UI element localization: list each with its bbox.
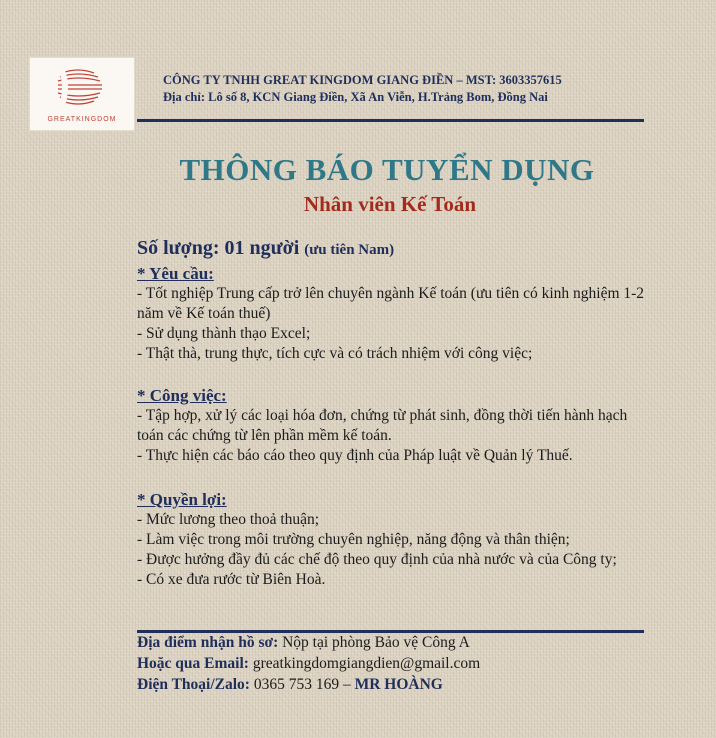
quantity-label: Số lượng: 01 người [137,237,300,259]
header-divider [137,119,644,122]
company-address: Địa chỉ: Lô số 8, KCN Giang Điền, Xã An Viễn, H.Trảng Bom, Đồng Nai [163,90,548,104]
page-title: THÔNG BÁO TUYỂN DỤNG [179,152,595,187]
location-value: Nộp tại phòng Bảo vệ Công A [278,634,470,651]
submission-location [137,632,480,653]
duty-item: - Thực hiện các báo cáo theo quy định của Pháp luật về Quản lý Thuế. [137,447,573,464]
logo-emblem-icon [54,63,110,115]
logo-text: GREATKINGDOM [47,116,117,123]
phone-label: Điện Thoại/Zalo: [137,676,250,693]
benefit-item: - Làm việc trong môi trường chuyên nghiệp, năng động và thân thiện; [137,531,570,548]
job-position: Nhân viên Kế Toán [303,192,477,216]
duties-section [137,386,645,466]
email-label: Hoặc qua Email: [137,655,249,672]
requirement-item: - Tốt nghiệp Trung cấp trở lên chuyên ngành Kế toán (ưu tiên có kinh nghiệm 1-2 năm về Kế toán thuế) [137,285,645,322]
requirements-section [137,264,645,364]
requirement-item: - Thật thà, trung thực, tích cực và có trách nhiệm với công việc; [137,345,533,362]
benefits-heading: * Quyền lợi: [137,490,227,509]
email-link[interactable]: greatkingdomgiangdien@gmail.com [248,655,481,672]
contact-info [137,632,480,695]
duty-item: - Tập hợp, xử lý các loại hóa đơn, chứng từ phát sinh, đồng thời tiến hành hạch toán các chứng từ lên phần mềm kế toán. [137,407,628,444]
phone-number[interactable]: 0365 753 169 – [249,676,355,693]
quantity [137,237,394,260]
contact-person: MR HOÀNG [354,676,443,693]
benefit-item: - Mức lương theo thoả thuận; [137,511,320,528]
quantity-note: (ưu tiên Nam) [304,242,395,258]
phone-line [137,674,480,695]
company-header [163,72,562,106]
requirement-item: - Sử dụng thành thạo Excel; [137,325,311,342]
email-line [137,653,480,674]
benefit-item: - Được hưởng đầy đủ các chế độ theo quy định của nhà nước và của Công ty; [137,551,617,568]
benefit-item: - Có xe đưa rước từ Biên Hoà. [137,571,326,588]
requirements-heading: * Yêu cầu: [137,264,214,283]
company-logo [29,57,135,131]
duties-heading: * Công việc: [137,386,227,405]
company-name: CÔNG TY TNHH GREAT KINGDOM GIANG ĐIỀN – MST: 3603357615 [163,73,562,87]
benefits-section [137,490,645,590]
location-label: Địa điểm nhận hồ sơ: [137,634,279,651]
